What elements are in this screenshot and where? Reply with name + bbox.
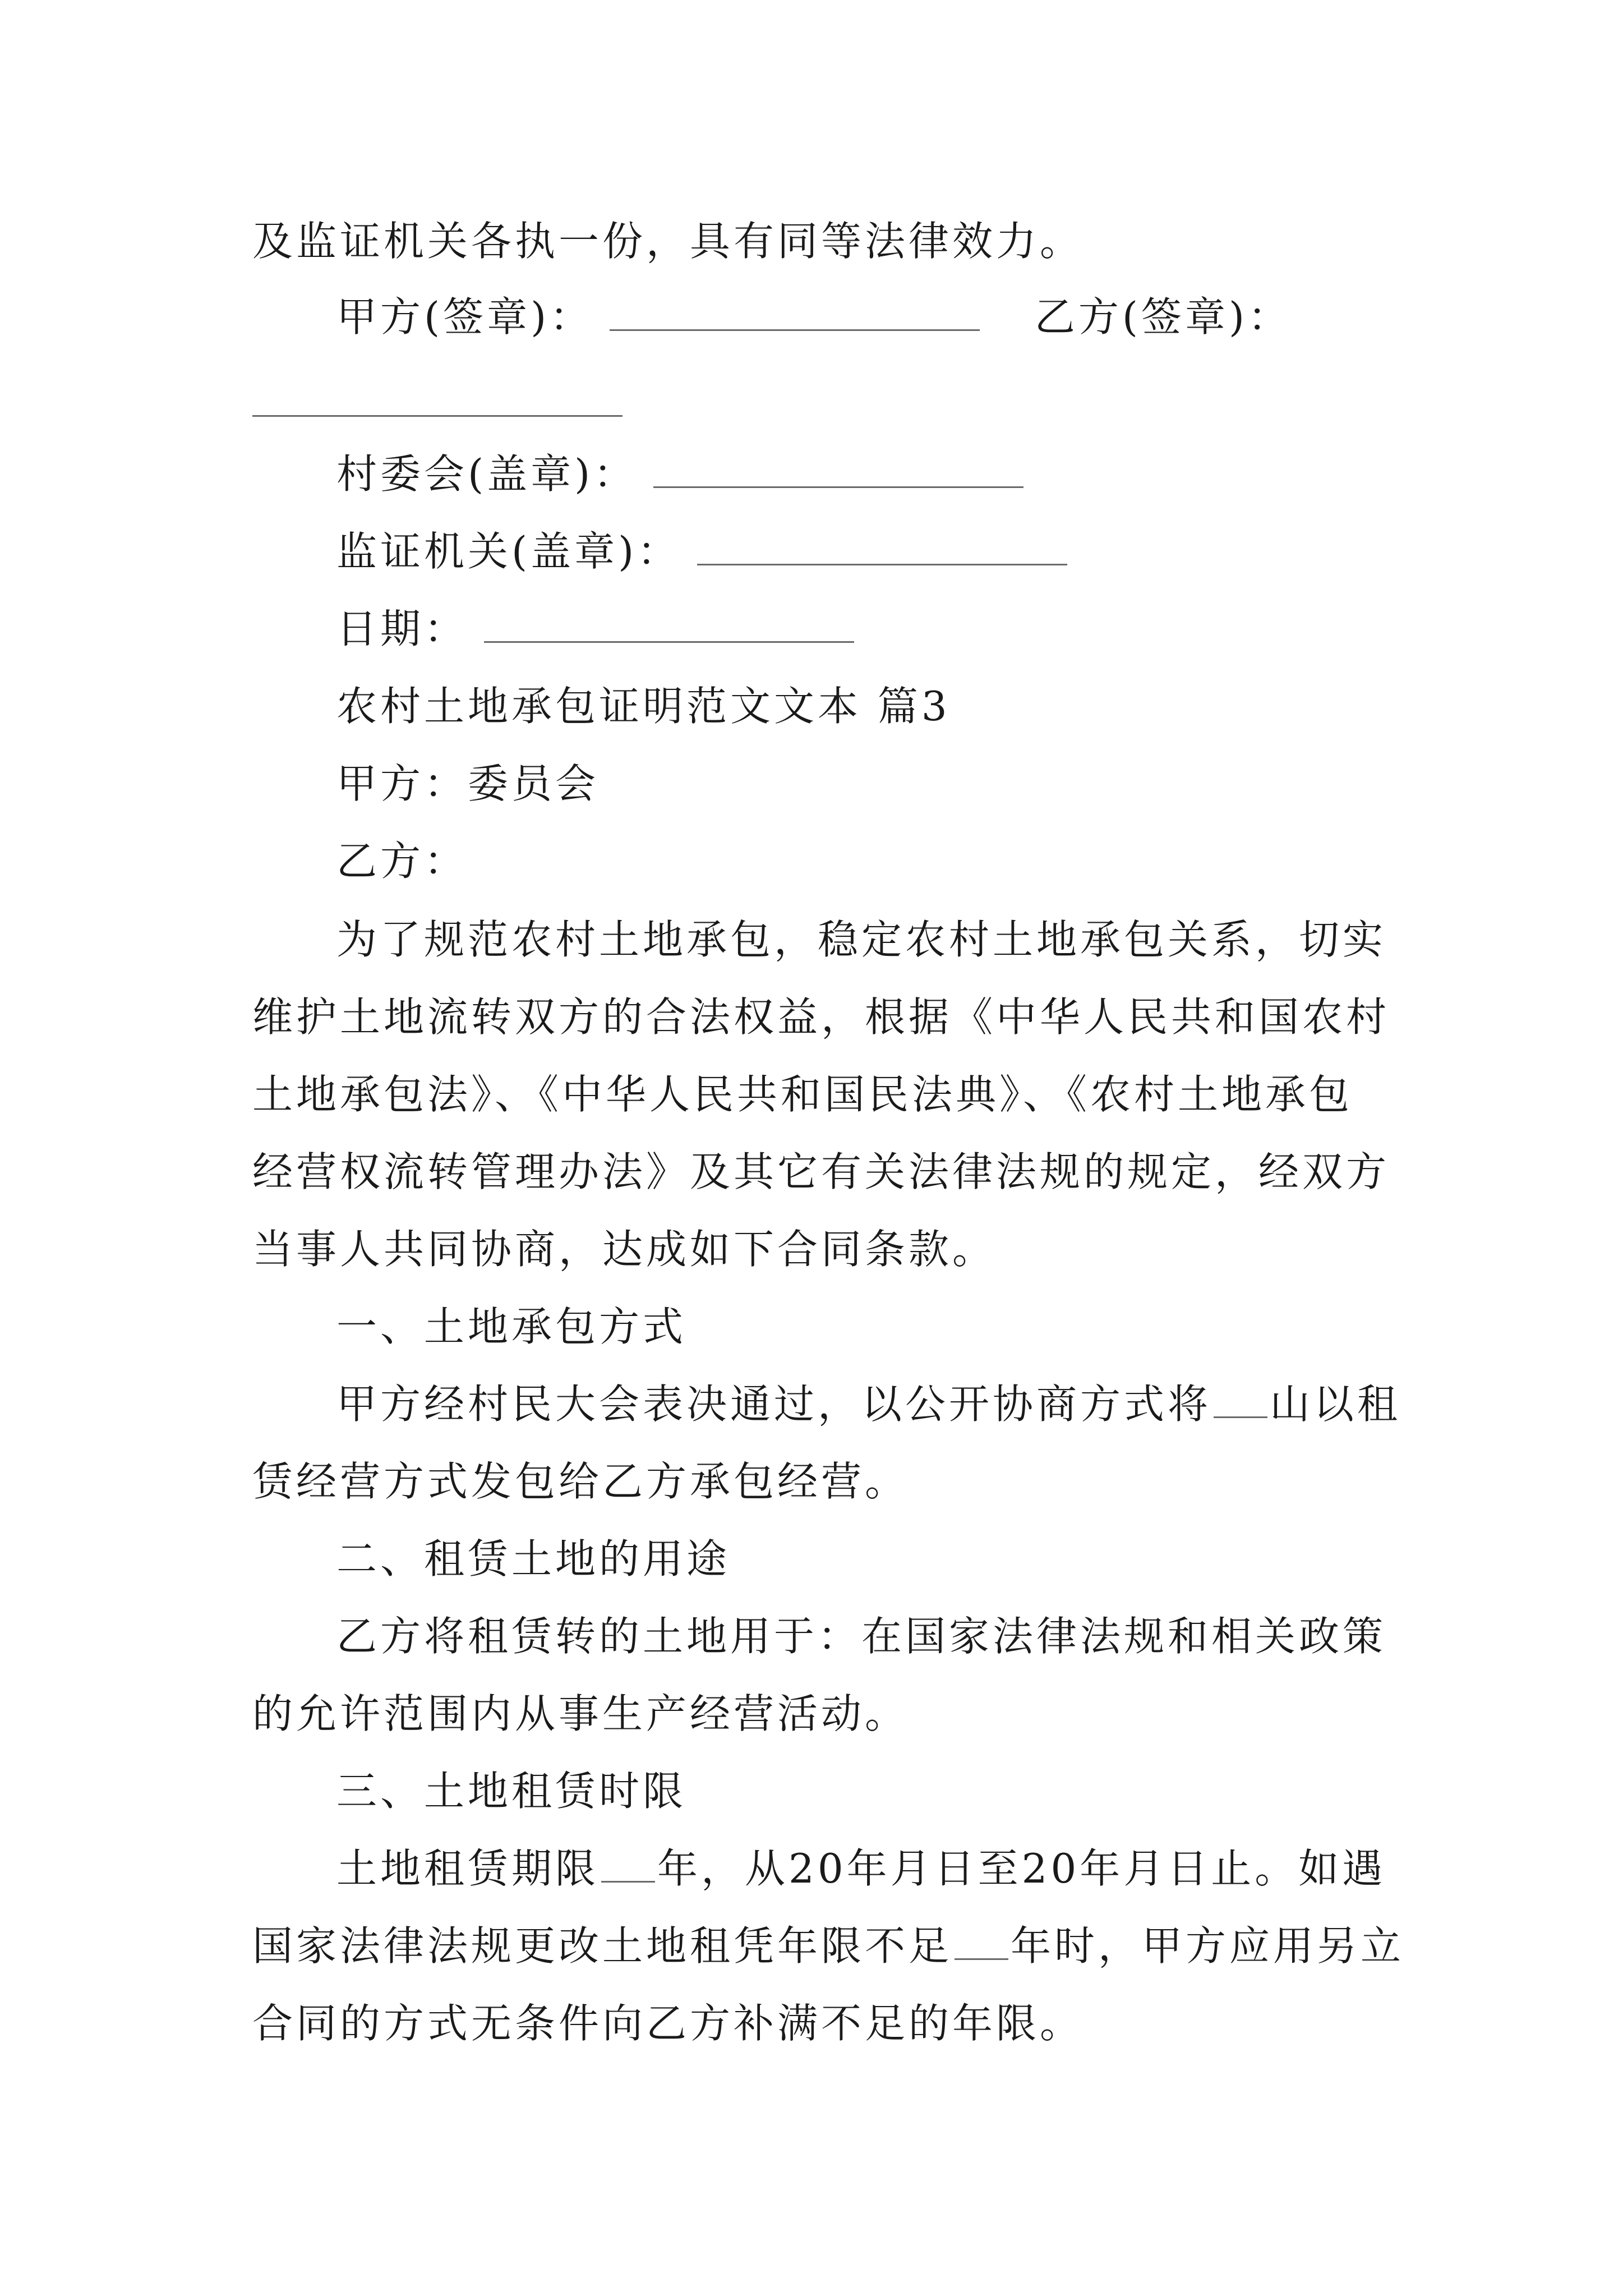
- section-title-text: 农村土地承包证明范文文本 篇3: [336, 683, 951, 730]
- text: 的允许范围内从事生产经营活动。: [252, 1690, 909, 1737]
- party-a-text: 甲方：委员会: [336, 760, 600, 807]
- text: 维护土地流转双方的合法权益，根据《中华人民共和国农村: [252, 993, 1390, 1041]
- supervisor-seal-blank: [697, 523, 1067, 565]
- text: 合同的方式无条件向乙方补满不足的年限。: [252, 2000, 1084, 2047]
- fill-blank: [955, 1918, 1008, 1960]
- paragraph-line: [252, 1445, 909, 1518]
- party-a-signature-blank: [610, 289, 980, 331]
- supervisor-seal-line: [336, 515, 1067, 588]
- paragraph-line: [252, 1058, 1353, 1131]
- text: 山以租: [1270, 1381, 1401, 1428]
- date-line: [336, 592, 854, 665]
- text: 乙方将租赁转的土地用于：在国家法律法规和相关政策: [336, 1613, 1387, 1660]
- text: 国家法律法规更改土地租凭年限不足: [252, 1922, 953, 1970]
- party-a-sign-label: 甲方(签章)：: [336, 293, 594, 341]
- village-seal-label: 村委会(盖章)：: [336, 450, 638, 498]
- paragraph-line: [336, 1368, 1401, 1441]
- paragraph-line: [252, 981, 1390, 1053]
- fill-blank: [1214, 1376, 1267, 1418]
- party-b-line: [336, 825, 468, 898]
- heading: [336, 1522, 730, 1595]
- paragraph-line: [252, 1910, 1404, 1982]
- heading-text: 三、土地租赁时限: [336, 1768, 687, 1815]
- village-seal-line: [336, 438, 1023, 510]
- supervisor-seal-label: 监证机关(盖章)：: [336, 528, 681, 575]
- section-title: [336, 670, 951, 743]
- text: 年时，甲方应用另立: [1011, 1922, 1405, 1970]
- heading: [336, 1755, 686, 1828]
- text: 年，从20年月日至20年月日止。如遇: [657, 1845, 1386, 1892]
- text: 当事人共同协商，达成如下合同条款。: [252, 1226, 997, 1273]
- paragraph-line: [336, 1832, 1386, 1905]
- text: 土地承包法》、《中华人民共和国民法典》、《农村土地承包: [252, 1071, 1353, 1118]
- paragraph-line: [252, 1987, 1083, 2060]
- text: 为了规范农村土地承包，稳定农村土地承包关系，切实: [336, 916, 1387, 963]
- party-b-sign-label: 乙方(签章)：: [1034, 293, 1292, 341]
- text: 土地租赁期限: [336, 1845, 600, 1892]
- paragraph-line: [252, 1135, 1390, 1208]
- paragraph-line: [336, 1600, 1386, 1673]
- text: 甲方经村民大会表决通过，以公开协商方式将: [336, 1381, 1212, 1428]
- date-label: 日期：: [336, 605, 468, 652]
- text: 赁经营方式发包给乙方承包经营。: [252, 1458, 909, 1505]
- party-a-line: [336, 747, 599, 820]
- text: 及监证机关各执一份，具有同等法律效力。: [252, 218, 1084, 265]
- fill-blank: [601, 1841, 655, 1883]
- heading-text: 二、租赁土地的用途: [336, 1535, 731, 1582]
- paragraph-line: [252, 1213, 996, 1286]
- village-seal-blank: [653, 446, 1023, 488]
- signature-line-parties: [336, 280, 1292, 353]
- party-b-signature-blank: [252, 415, 623, 417]
- paragraph-line: [336, 903, 1386, 976]
- party-b-text: 乙方：: [336, 838, 468, 885]
- heading: [336, 1290, 686, 1363]
- date-blank: [484, 601, 854, 643]
- text-line: [252, 205, 1083, 278]
- paragraph-line: [252, 1677, 909, 1750]
- heading-text: 一、土地承包方式: [336, 1303, 687, 1350]
- text: 经营权流转管理办法》及其它有关法律法规的规定，经双方: [252, 1148, 1390, 1195]
